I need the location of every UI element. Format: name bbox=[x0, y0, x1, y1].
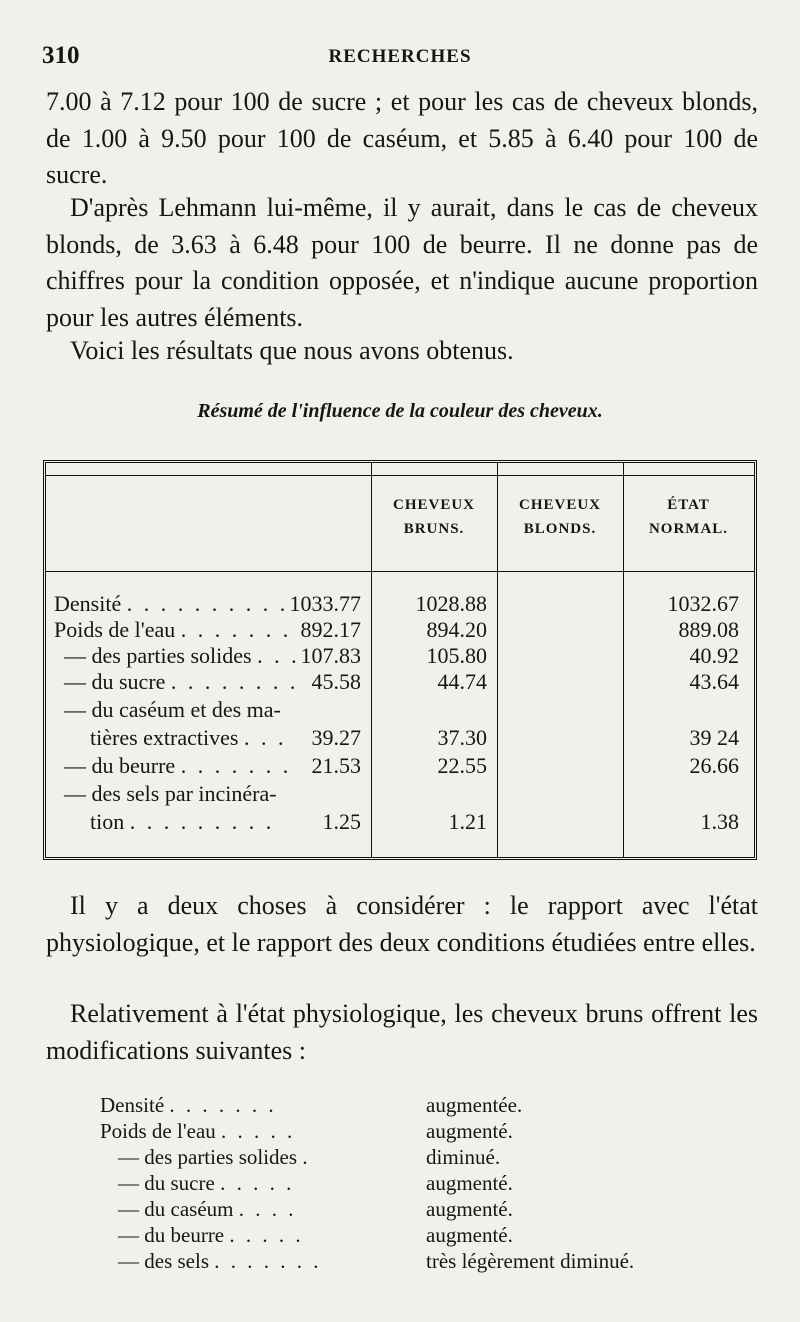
page-number: 310 bbox=[42, 42, 80, 69]
cell-sels-bruns: 1.25 bbox=[322, 809, 361, 834]
paragraph-two-things: Il y a deux choses à considérer : le rapport avec l'état physiologique, et le rapport des deux conditions étudiées entre elles. bbox=[46, 891, 758, 957]
row-label-sucre: — du sucre . . . . . . . . bbox=[64, 669, 299, 694]
cell-sels-blonds: 1.21 bbox=[448, 809, 487, 834]
paragraph-continuation: 7.00 à 7.12 pour 100 de sucre ; et pour les cas de cheveux blonds, de 1.00 à 9.50 pour 100 de caséum, et 5.85 à 6.40 pour 100 de sucre. bbox=[46, 87, 758, 189]
column-header-normal: ÉTAT NORMAL. bbox=[648, 497, 729, 537]
row-label-incineration: tion . . . . . . . . . bbox=[90, 809, 275, 834]
cell-beurre-bruns: 21.53 bbox=[311, 753, 361, 778]
cell-densite-blonds: 1028.88 bbox=[415, 591, 487, 616]
cell-solides-bruns: 107.83 bbox=[300, 643, 361, 668]
table-caption: Résumé de l'influence de la couleur des cheveux. bbox=[197, 400, 603, 422]
list-item: — du beurre . . . . . augmenté. bbox=[118, 1223, 513, 1247]
row-label-matieres-extractives: tières extractives . . . bbox=[90, 725, 287, 750]
paragraph-lehmann: D'après Lehmann lui-même, il y aurait, dans le cas de cheveux blonds, de 3.63 à 6.48 pour 100 de beurre. Il ne donne pas de chiffres pour la condition opposée, et n'indique aucune proportion pour les autres éléments. bbox=[46, 193, 758, 332]
list-item: — du sucre . . . . . augmenté. bbox=[118, 1171, 513, 1195]
cell-caseum-bruns: 39.27 bbox=[311, 725, 361, 750]
page-header bbox=[42, 42, 758, 72]
row-label-sels: — des sels par incinéra- bbox=[64, 781, 277, 806]
cell-eau-blonds: 894.20 bbox=[426, 617, 487, 642]
cell-sucre-blonds: 44.74 bbox=[437, 669, 487, 694]
cell-eau-bruns: 892.17 bbox=[300, 617, 361, 642]
column-header-bruns: CHEVEUX BRUNS. bbox=[392, 497, 475, 537]
list-item: — des parties solides . diminué. bbox=[118, 1145, 501, 1169]
row-label-parties-solides: — des parties solides . . . bbox=[64, 643, 300, 668]
row-label-caseum: — du caséum et des ma- bbox=[64, 697, 281, 722]
modifications-list bbox=[100, 1092, 700, 1274]
table-rule-header bbox=[46, 571, 754, 572]
cell-eau-normal: 889.08 bbox=[678, 617, 739, 642]
cell-sucre-normal: 43.64 bbox=[689, 669, 739, 694]
paragraph-modifications-intro: Relativement à l'état physiologique, les cheveux bruns offrent les modifications suivantes : bbox=[46, 999, 758, 1065]
row-label-beurre: — du beurre . . . . . . . bbox=[64, 753, 292, 778]
cell-beurre-normal: 26.66 bbox=[689, 753, 739, 778]
list-item: Poids de l'eau . . . . . augmenté. bbox=[100, 1119, 513, 1143]
row-label-poids-eau: Poids de l'eau . . . . . . . bbox=[54, 617, 292, 642]
list-item: — des sels . . . . . . . très légèrement diminué. bbox=[118, 1249, 635, 1273]
cell-caseum-normal: 39 24 bbox=[689, 725, 739, 750]
list-item: — du caséum . . . . augmenté. bbox=[118, 1197, 513, 1221]
cell-solides-normal: 40.92 bbox=[689, 643, 739, 668]
column-header-blonds: CHEVEUX BLONDS. bbox=[518, 497, 601, 537]
cell-solides-blonds: 105.80 bbox=[426, 643, 487, 668]
cell-sucre-bruns: 45.58 bbox=[311, 669, 361, 694]
cell-caseum-blonds: 37.30 bbox=[437, 725, 487, 750]
cell-beurre-blonds: 22.55 bbox=[437, 753, 487, 778]
cell-densite-bruns: 1033.77 bbox=[289, 591, 361, 616]
results-table bbox=[43, 460, 757, 860]
paragraph-results-intro: Voici les résultats que nous avons obtenus. bbox=[70, 336, 514, 365]
cell-densite-normal: 1032.67 bbox=[667, 591, 739, 616]
running-title: RECHERCHES bbox=[328, 46, 472, 67]
cell-sels-normal: 1.38 bbox=[700, 809, 739, 834]
row-label-densite: Densité . . . . . . . . . . bbox=[54, 591, 289, 616]
list-item: Densité . . . . . . . augmentée. bbox=[100, 1093, 523, 1117]
table-rule-top bbox=[46, 475, 754, 476]
